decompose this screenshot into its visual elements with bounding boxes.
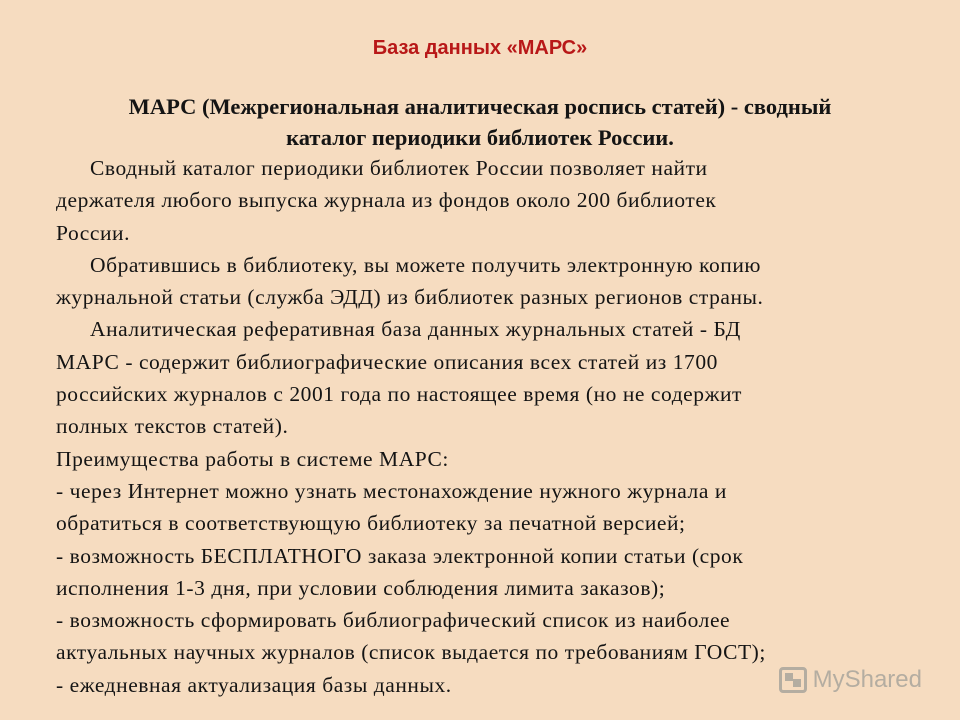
body-text	[56, 152, 916, 701]
paragraph-line: России.	[56, 220, 131, 245]
paragraph-line: Сводный каталог периодики библиотек России позволяет найти	[90, 156, 708, 180]
list-item-line: обратиться в соответствующую библиотеку за печатной версией;	[56, 511, 686, 536]
list-item-line: - возможность БЕСПЛАТНОГО заказа электронной копии статьи (срок	[56, 543, 744, 568]
headline	[40, 91, 920, 153]
headline-line-1: МАРС (Межрегиональная аналитическая роспись статей) - сводный	[128, 94, 832, 119]
watermark-text: MyShared	[812, 666, 922, 693]
paragraph-line: держателя любого выпуска журнала из фондов около 200 библиотек	[56, 188, 717, 213]
paragraph-line: полных текстов статей).	[56, 414, 289, 439]
list-item-line: - возможность сформировать библиографический список из наиболее	[56, 608, 731, 633]
myshared-logo-icon	[779, 667, 807, 693]
slide-title: База данных «МАРС»	[372, 37, 588, 59]
list-item-line: актуальных научных журналов (список выдается по требованиям ГОСТ);	[56, 640, 766, 665]
watermark	[779, 666, 922, 694]
paragraph-line: журнальной статьи (служба ЭДД) из библиотек разных регионов страны.	[56, 285, 764, 310]
list-item-line: исполнения 1-3 дня, при условии соблюдения лимита заказов);	[56, 575, 666, 600]
paragraph-line: Аналитическая реферативная база данных журнальных статей - БД	[90, 317, 741, 342]
list-item-line: - ежедневная актуализация базы данных.	[56, 672, 452, 697]
list-item-line: - через Интернет можно узнать местонахождение нужного журнала и	[56, 478, 727, 503]
paragraph-line: российских журналов с 2001 года по настоящее время (но не содержит	[56, 382, 742, 407]
headline-line-2: каталог периодики библиотек России.	[286, 125, 674, 150]
advantages-heading: Преимущества работы в системе МАРС:	[56, 446, 449, 471]
paragraph-line: МАРС - содержит библиографические описания всех статей из 1700	[56, 349, 718, 374]
paragraph-line: Обратившись в библиотеку, вы можете получить электронную копию	[90, 252, 762, 277]
